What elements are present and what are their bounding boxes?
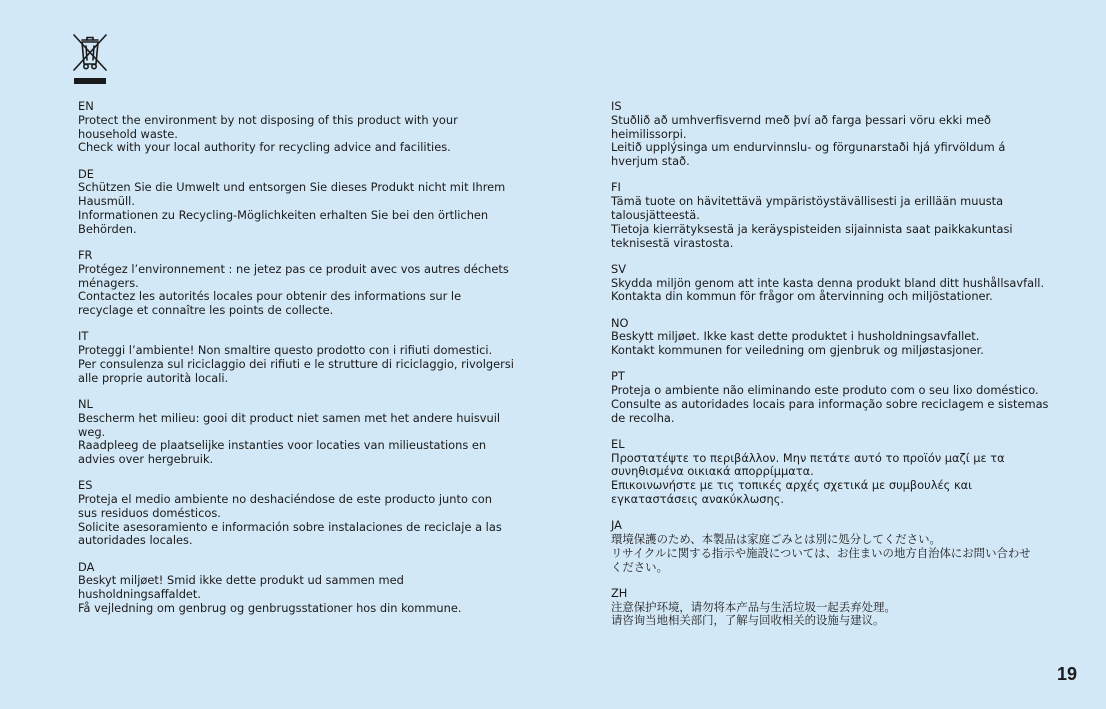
language-block-de — [78, 168, 548, 237]
language-code: FR — [78, 247, 93, 262]
instruction-line: εγκαταστάσεις ανακύκλωσης. — [611, 492, 785, 507]
instruction-line: alle proprie autorità locali. — [78, 370, 229, 385]
language-code: DA — [78, 559, 95, 574]
instruction-line: Behörden. — [78, 221, 137, 236]
instruction-line: Få vejledning om genbrug og genbrugsstationer hos din kommune. — [78, 601, 462, 616]
language-code: PT — [611, 369, 625, 384]
instruction-line: autoridades locales. — [78, 533, 193, 548]
instruction-line: Contactez les autorités locales pour obtenir des informations sur le — [78, 289, 462, 304]
language-code: ZH — [611, 585, 628, 600]
instruction-line: Per consulenza sul riciclaggio dei rifiuti e le strutture di riciclaggio, rivolgersi — [78, 356, 514, 371]
instruction-line: Proteja o ambiente não eliminando este produto com o seu lixo doméstico. — [611, 383, 1039, 398]
instruction-line: Check with your local authority for recycling advice and facilities. — [78, 140, 451, 155]
instruction-line: Επικοινωνήστε με τις τοπικές αρχές σχετικά με συμβουλές και — [611, 478, 973, 493]
instruction-line: Tämä tuote on hävitettävä ympäristöystävällisesti ja erillään muusta — [611, 194, 1004, 209]
instruction-line: heimilissorpi. — [611, 126, 687, 141]
language-block-fi — [611, 181, 1081, 250]
instruction-line: Solicite asesoramiento e información sobre instalaciones de reciclaje a las — [78, 519, 502, 534]
language-block-is — [611, 100, 1081, 169]
crossed-out-wheelie-bin-icon — [71, 33, 109, 87]
instruction-line: Bescherm het milieu: gooi dit product niet samen met het andere huisvuil — [78, 410, 501, 425]
instruction-line: Proteja el medio ambiente no deshaciéndose de este producto junto con — [78, 492, 492, 507]
language-code: EL — [611, 436, 625, 451]
language-block-it — [78, 330, 548, 385]
language-block-en — [78, 100, 548, 155]
language-block-no — [611, 317, 1081, 358]
instruction-line: Kontakt kommunen for veiledning om gjenbruk og miljøstasjoner. — [611, 343, 984, 358]
instruction-line: Raadpleeg de plaatselijke instanties voor locaties van milieustations en — [78, 438, 487, 453]
language-block-fr — [78, 249, 548, 318]
instruction-line: sus residuos domésticos. — [78, 505, 221, 520]
instruction-line: Protect the environment by not disposing of this product with your — [78, 112, 458, 127]
instruction-line: advies over hergebruik. — [78, 452, 214, 467]
instruction-line: 请咨询当地相关部门，了解与回收相关的设施与建议。 — [611, 613, 885, 628]
instruction-line: teknisestä virastosta. — [611, 235, 734, 250]
instruction-line: Protégez l’environnement : ne jetez pas ce produit avec vos autres déchets — [78, 261, 509, 276]
instruction-line: 環境保護のため、本製品は家庭ごみとは別に処分してください。 — [611, 532, 941, 547]
language-code: IS — [611, 99, 622, 113]
instruction-line: ménagers. — [78, 275, 139, 290]
instruction-line: Leitið upplýsinga um endurvinnslu- og förgunarstaði hjá yfirvöldum á — [611, 140, 1006, 155]
instruction-line: Informationen zu Recycling-Möglichkeiten erhalten Sie bei den örtlichen — [78, 207, 489, 222]
language-block-es — [78, 479, 548, 548]
language-code: NO — [611, 315, 629, 330]
language-code: DE — [78, 166, 94, 181]
language-block-sv — [611, 263, 1081, 304]
instruction-line: Προστατέψτε το περιβάλλον. Μην πετάτε αυτό το προϊόν μαζί με τα — [611, 450, 1005, 465]
instruction-line: Consulte as autoridades locais para informação sobre reciclagem e sistemas — [611, 396, 1049, 411]
language-block-ja — [611, 519, 1081, 574]
instruction-line: Skydda miljön genom att inte kasta denna produkt bland ditt hushållsavfall. — [611, 275, 1045, 290]
language-block-el — [611, 438, 1081, 507]
instruction-line: Hausmüll. — [78, 194, 135, 209]
right-column — [611, 100, 1081, 641]
language-block-nl — [78, 398, 548, 467]
instruction-line: Schützen Sie die Umwelt und entsorgen Sie dieses Produkt nicht mit Ihrem — [78, 180, 506, 195]
language-block-pt — [611, 370, 1081, 425]
instruction-line: recyclage et connaître les points de collecte. — [78, 303, 334, 318]
language-block-da — [78, 561, 548, 616]
instruction-line: hverjum stað. — [611, 154, 690, 169]
instruction-line: Beskytt miljøet. Ikke kast dette produktet i husholdningsavfallet. — [611, 329, 980, 344]
instruction-line: de recolha. — [611, 410, 675, 425]
instruction-line: Stuðlið að umhverfisvernd með því að farga þessari vöru ekki með — [611, 112, 991, 127]
instruction-line: Tietoja kierrätyksestä ja keräyspisteiden sijainnista saat paikkakuntasi — [611, 221, 1013, 236]
instruction-line: Proteggi l’ambiente! Non smaltire questo prodotto con i rifiuti domestici. — [78, 343, 493, 358]
language-code: NL — [78, 396, 93, 411]
instruction-line: household waste. — [78, 126, 178, 141]
language-code: EN — [78, 99, 94, 113]
instruction-line: Kontakta din kommun för frågor om återvinning och miljöstationer. — [611, 289, 993, 304]
language-code: SV — [611, 261, 627, 276]
instruction-line: talousjätteestä. — [611, 207, 700, 222]
language-code: ES — [78, 478, 93, 493]
instruction-line: 注意保护环境，请勿将本产品与生活垃圾一起丢弃处理。 — [611, 599, 896, 614]
instruction-line: ください。 — [611, 559, 668, 574]
language-code: JA — [611, 518, 622, 533]
left-column — [78, 100, 548, 628]
language-block-zh — [611, 587, 1081, 628]
instruction-line: weg. — [78, 424, 106, 439]
instruction-line: συνηθισμένα οικιακά απορρίμματα. — [611, 464, 814, 479]
instruction-line: リサイクルに関する指示や施設については、お住まいの地方自治体にお問い合わせ — [611, 545, 1031, 560]
language-code: FI — [611, 180, 621, 195]
page-number: 19 — [1056, 664, 1077, 684]
instruction-line: husholdningsaffaldet. — [78, 587, 202, 602]
language-code: IT — [78, 329, 89, 344]
instruction-line: Beskyt miljøet! Smid ikke dette produkt ud sammen med — [78, 573, 404, 588]
